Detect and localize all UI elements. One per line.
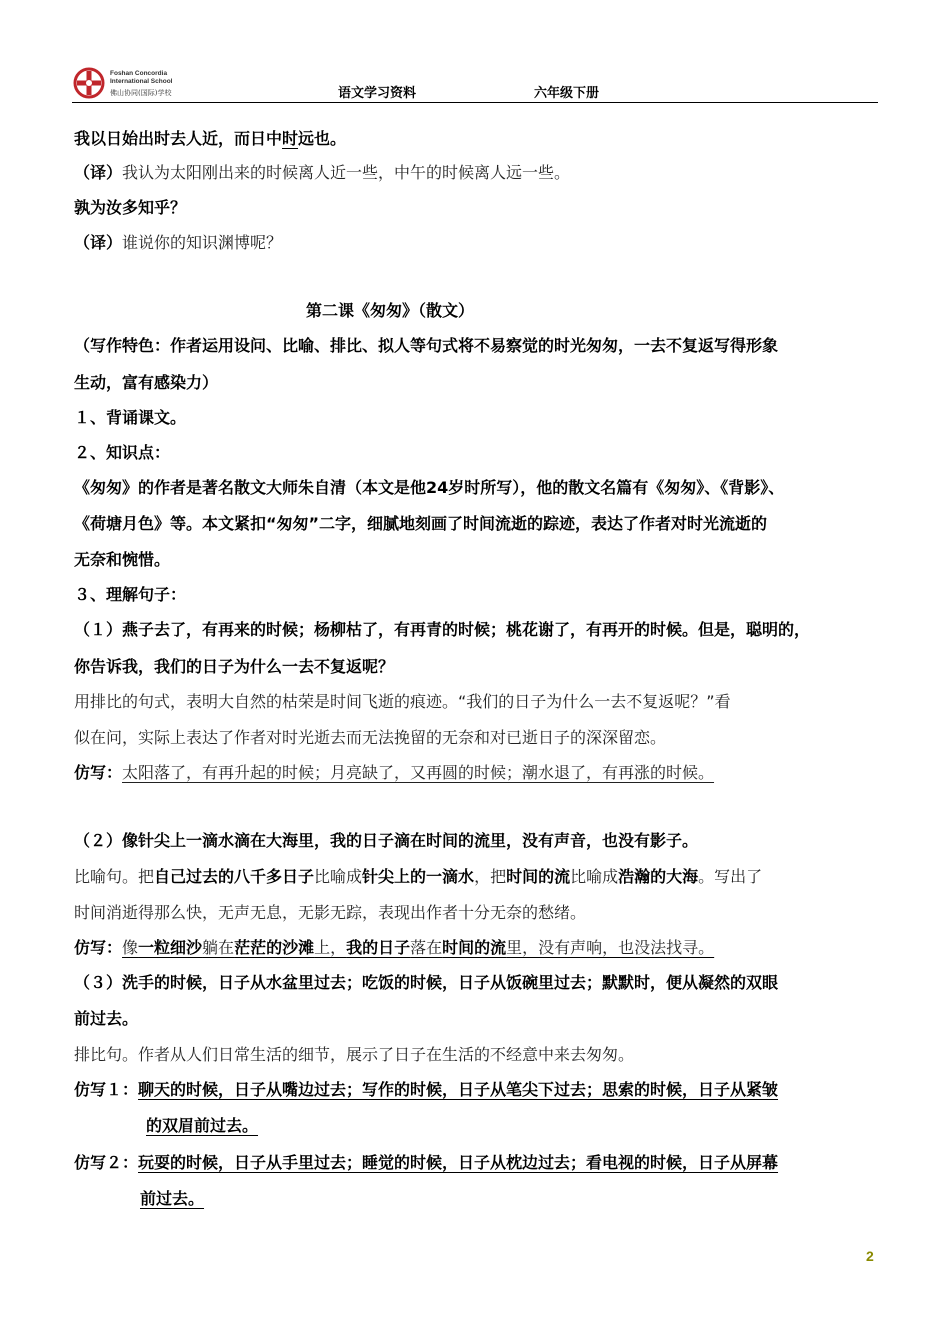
text-segment: 远也。 <box>298 129 347 148</box>
knowledge-line-2: 《荷塘月色》等。本文紧扣“匆匆”二字，细腻地刻画了时间流逝的踪迹，表达了作者对时光流逝的 <box>74 514 768 533</box>
sentence-1-line-1: （１）燕子去了，有再来的时候；杨柳枯了，有再青的时候；桃花谢了，有再开的时候。但是，聪明的， <box>74 620 811 639</box>
bold-text: 自己过去的八千多日子 <box>154 867 315 886</box>
imitation-label: 仿写２： <box>74 1153 139 1172</box>
imitation-4-line-1 <box>74 1150 778 1173</box>
text-segment: 比喻句。把 <box>74 867 155 886</box>
imitation-2 <box>74 935 714 958</box>
item-knowledge: ２、知识点： <box>74 443 171 462</box>
classical-line-2: 孰为汝多知乎？ <box>74 198 187 217</box>
imitation-4-line-2: 前过去。 <box>140 1189 205 1208</box>
page-number: 2 <box>866 1248 874 1264</box>
imitation-text: 太阳落了，有再升起的时候；月亮缺了，又再圆的时候；潮水退了，有再涨的时候。 <box>122 763 715 782</box>
imitation-1 <box>74 760 714 783</box>
analysis-2-line-2: 时间消逝得那么快，无声无息，无影无踪，表现出作者十分无奈的愁绪。 <box>74 903 587 922</box>
analysis-1-line-1: 用排比的句式，表明大自然的枯荣是时间飞逝的痕迹。“我们的日子为什么一去不复返呢？”看 <box>74 692 731 711</box>
header-grade: 六年级下册 <box>534 86 600 101</box>
school-logo <box>72 66 212 100</box>
translation-text: 谁说你的知识渊博呢？ <box>122 233 283 252</box>
text-segment: 里，没有声响，也没法找寻。 <box>506 938 715 957</box>
bold-text: 针尖上的一滴水 <box>362 867 475 886</box>
imitation-label: 仿写１： <box>74 1080 139 1099</box>
translation-label: （译） <box>74 233 123 252</box>
imitation-text: 玩耍的时候，日子从手里过去；睡觉的时候，日子从枕边过去；看电视的时候，日子从屏幕 <box>138 1153 779 1172</box>
sentence-2: （２）像针尖上一滴水滴在大海里，我的日子滴在时间的流里，没有声音，也没有影子。 <box>74 831 699 850</box>
page-header <box>72 62 878 103</box>
sentence-1-line-2: 你告诉我，我们的日子为什么一去不复返呢？ <box>74 657 395 676</box>
knowledge-line-3: 无奈和惋惜。 <box>74 550 171 569</box>
text-segment: 比喻成 <box>570 867 619 886</box>
imitation-label: 仿写： <box>74 763 123 782</box>
translation-label: （译） <box>74 163 123 182</box>
analysis-2-line-1 <box>74 864 762 887</box>
sentence-3-line-1: （３）洗手的时候，日子从水盆里过去；吃饭的时候，日子从饭碗里过去；默默时，便从凝然的双眼 <box>74 973 779 992</box>
text-segment: 比喻成 <box>314 867 363 886</box>
logo-chinese-name: 佛山协同(国际)学校 <box>110 89 172 97</box>
lesson-title: 第二课《匆匆》（散文） <box>306 301 475 320</box>
analysis-3: 排比句。作者从人们日常生活的细节，展示了日子在生活的不经意中来去匆匆。 <box>74 1045 635 1064</box>
header-title: 语文学习资料 <box>338 86 417 101</box>
knowledge-line-1: 《匆匆》的作者是著名散文大师朱自清（本文是他24岁时所写），他的散文名篇有《匆匆》、《背影》、 <box>74 478 785 497</box>
text-segment: 躺在 <box>202 938 235 957</box>
text-segment: 。写出了 <box>698 867 763 886</box>
bold-text: 一粒细沙 <box>138 938 203 957</box>
bold-text: 时间的流 <box>442 938 507 957</box>
analysis-1-line-2: 似在问，实际上表达了作者对时光逝去而无法挽留的无奈和对已逝日子的深深留恋。 <box>74 728 667 747</box>
text-segment: 像 <box>122 938 139 957</box>
imitation-text: 聊天的时候，日子从嘴边过去；写作的时候，日子从笔尖下过去；思索的时候，日子从紧皱 <box>138 1080 779 1099</box>
text-segment: 上， <box>314 938 347 957</box>
bold-text: 时间的流 <box>506 867 571 886</box>
translation-text: 我认为太阳刚出来的时候离人近一些，中午的时候离人远一些。 <box>122 163 571 182</box>
text-segment: 我以日始出时去人近，而日中 <box>74 129 283 148</box>
underlined-text: 时 <box>282 129 299 148</box>
translation-line-2 <box>74 230 282 253</box>
writing-feature-line-2: 生动，富有感染力） <box>74 373 219 392</box>
bold-text: 我的日子 <box>346 938 411 957</box>
sentence-3-line-2: 前过去。 <box>74 1009 139 1028</box>
imitation-label: 仿写： <box>74 938 123 957</box>
classical-line-1 <box>74 126 346 149</box>
bold-text: 茫茫的沙滩 <box>234 938 315 957</box>
item-sentences: ３、理解句子： <box>74 585 187 604</box>
item-recite: １、背诵课文。 <box>74 408 187 427</box>
imitation-3-line-2: 的双眉前过去。 <box>146 1116 259 1135</box>
translation-line-1 <box>74 160 570 183</box>
text-segment: 落在 <box>410 938 443 957</box>
text-segment: ，把 <box>474 867 507 886</box>
logo-english-name: Foshan Concordia International School <box>110 70 173 85</box>
imitation-3-line-1 <box>74 1077 778 1100</box>
writing-feature-line-1: （写作特色：作者运用设问、比喻、排比、拟人等句式将不易察觉的时光匆匆，一去不复返写得形象 <box>74 336 779 355</box>
logo-emblem-icon <box>72 66 106 100</box>
bold-text: 浩瀚的大海 <box>618 867 699 886</box>
